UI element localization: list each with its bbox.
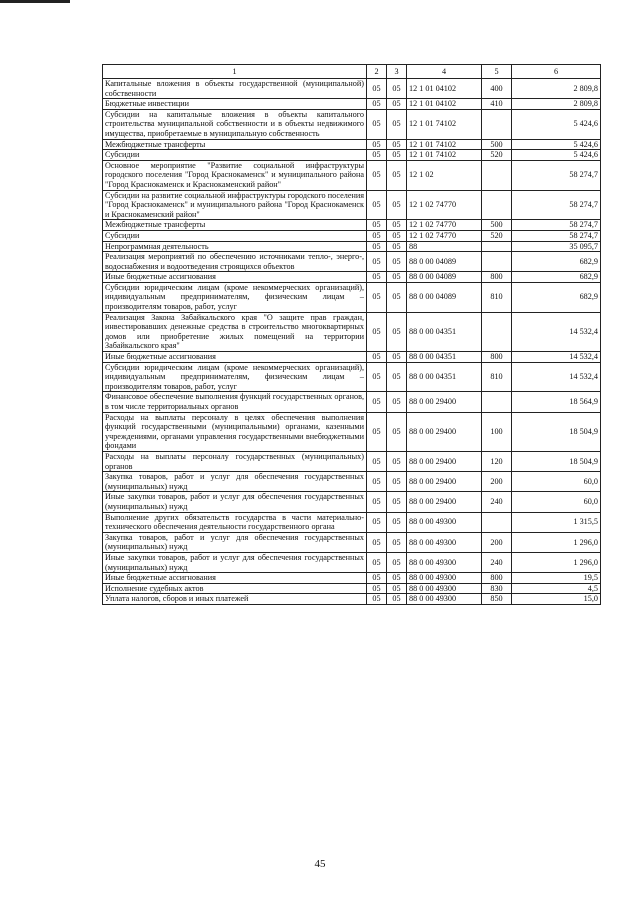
- amount: 5 424,6: [512, 150, 601, 161]
- amount: 4,5: [512, 583, 601, 594]
- section-code: 05: [367, 150, 387, 161]
- section-code: 05: [367, 573, 387, 584]
- amount: 14 532,4: [512, 352, 601, 363]
- table-row: [103, 532, 601, 552]
- target-article-code: 88 0 00 29400: [407, 451, 482, 471]
- subsection-code: 05: [387, 451, 407, 471]
- subsection-code: 05: [387, 532, 407, 552]
- header-cell: 4: [407, 65, 482, 79]
- subsection-code: 05: [387, 552, 407, 572]
- table-row: [103, 392, 601, 412]
- table-row: [103, 594, 601, 605]
- amount: 2 809,8: [512, 99, 601, 110]
- table-row: [103, 220, 601, 231]
- subsection-code: 05: [387, 99, 407, 110]
- subsection-code: 05: [387, 392, 407, 412]
- table-row: [103, 412, 601, 451]
- expense-type-code: [482, 190, 512, 220]
- item-name: Субсидии на капитальные вложения в объекты капитального строительства муниципальной собственности и в объекты недвижимого имущества, приобретаемые в муниципальную собственность: [103, 109, 367, 139]
- item-name: Капитальные вложения в объекты государственной (муниципальной) собственности: [103, 79, 367, 99]
- subsection-code: 05: [387, 79, 407, 99]
- section-code: 05: [367, 451, 387, 471]
- item-name: Непрограммная деятельность: [103, 241, 367, 252]
- expense-type-code: 240: [482, 552, 512, 572]
- expense-type-code: 800: [482, 352, 512, 363]
- subsection-code: 05: [387, 312, 407, 351]
- target-article-code: 12 1 01 04102: [407, 79, 482, 99]
- budget-table: [102, 64, 601, 605]
- target-article-code: 88 0 00 49300: [407, 512, 482, 532]
- table-row: [103, 492, 601, 512]
- section-code: 05: [367, 392, 387, 412]
- item-name: Реализация Закона Забайкальского края "О защите прав граждан, инвестировавших денежные средства в строительство многоквартирных домов или приобретение жилых помещений на территории Забайкальского края": [103, 312, 367, 351]
- expense-type-code: 520: [482, 150, 512, 161]
- target-article-code: 88 0 00 04351: [407, 352, 482, 363]
- item-name: Выполнение других обязательств государства в части материально-технического обеспечения деятельности государственного органа: [103, 512, 367, 532]
- section-code: 05: [367, 512, 387, 532]
- table-row: [103, 79, 601, 99]
- section-code: 05: [367, 79, 387, 99]
- expense-type-code: 810: [482, 362, 512, 392]
- item-name: Закупка товаров, работ и услуг для обеспечения государственных (муниципальных) нужд: [103, 472, 367, 492]
- subsection-code: 05: [387, 109, 407, 139]
- header-cell: 2: [367, 65, 387, 79]
- target-article-code: 12 1 01 04102: [407, 99, 482, 110]
- item-name: Уплата налогов, сборов и иных платежей: [103, 594, 367, 605]
- subsection-code: 05: [387, 583, 407, 594]
- amount: 18 564,9: [512, 392, 601, 412]
- amount: 19,5: [512, 573, 601, 584]
- subsection-code: 05: [387, 272, 407, 283]
- expense-type-code: 810: [482, 282, 512, 312]
- expense-type-code: [482, 252, 512, 272]
- item-name: Исполнение судебных актов: [103, 583, 367, 594]
- expense-type-code: 100: [482, 412, 512, 451]
- table-row: [103, 362, 601, 392]
- expense-type-code: [482, 109, 512, 139]
- table-row: [103, 451, 601, 471]
- subsection-code: 05: [387, 230, 407, 241]
- target-article-code: 88 0 00 49300: [407, 552, 482, 572]
- table-row: [103, 573, 601, 584]
- target-article-code: 12 1 02 74770: [407, 190, 482, 220]
- expense-type-code: 800: [482, 272, 512, 283]
- item-name: Иные закупки товаров, работ и услуг для обеспечения государственных (муниципальных) нужд: [103, 492, 367, 512]
- target-article-code: 88 0 00 29400: [407, 412, 482, 451]
- header-row: [103, 65, 601, 79]
- table-row: [103, 512, 601, 532]
- section-code: 05: [367, 230, 387, 241]
- item-name: Межбюджетные трансферты: [103, 220, 367, 231]
- section-code: 05: [367, 594, 387, 605]
- amount: 15,0: [512, 594, 601, 605]
- expense-type-code: 200: [482, 532, 512, 552]
- target-article-code: 12 1 02 74770: [407, 230, 482, 241]
- subsection-code: 05: [387, 252, 407, 272]
- expense-type-code: 400: [482, 79, 512, 99]
- expense-type-code: 410: [482, 99, 512, 110]
- amount: 682,9: [512, 282, 601, 312]
- amount: 2 809,8: [512, 79, 601, 99]
- section-code: 05: [367, 139, 387, 150]
- item-name: Субсидии: [103, 230, 367, 241]
- expense-type-code: [482, 392, 512, 412]
- section-code: 05: [367, 160, 387, 190]
- target-article-code: 88 0 00 29400: [407, 492, 482, 512]
- subsection-code: 05: [387, 512, 407, 532]
- amount: 58 274,7: [512, 160, 601, 190]
- table-row: [103, 109, 601, 139]
- table-row: [103, 99, 601, 110]
- expense-type-code: 200: [482, 472, 512, 492]
- header-cell: 6: [512, 65, 601, 79]
- target-article-code: 88 0 00 29400: [407, 472, 482, 492]
- section-code: 05: [367, 220, 387, 231]
- subsection-code: 05: [387, 362, 407, 392]
- target-article-code: 88 0 00 49300: [407, 583, 482, 594]
- subsection-code: 05: [387, 594, 407, 605]
- table-row: [103, 190, 601, 220]
- amount: 1 296,0: [512, 532, 601, 552]
- table-row: [103, 472, 601, 492]
- amount: 18 504,9: [512, 412, 601, 451]
- table-row: [103, 139, 601, 150]
- subsection-code: 05: [387, 472, 407, 492]
- section-code: 05: [367, 352, 387, 363]
- target-article-code: 88 0 00 29400: [407, 392, 482, 412]
- amount: 682,9: [512, 272, 601, 283]
- section-code: 05: [367, 99, 387, 110]
- target-article-code: 12 1 01 74102: [407, 139, 482, 150]
- section-code: 05: [367, 109, 387, 139]
- subsection-code: 05: [387, 139, 407, 150]
- target-article-code: 12 1 01 74102: [407, 150, 482, 161]
- expense-type-code: [482, 160, 512, 190]
- expense-type-code: 800: [482, 573, 512, 584]
- subsection-code: 05: [387, 190, 407, 220]
- item-name: Иные бюджетные ассигнования: [103, 352, 367, 363]
- subsection-code: 05: [387, 241, 407, 252]
- expense-type-code: 520: [482, 230, 512, 241]
- table-row: [103, 272, 601, 283]
- item-name: Финансовое обеспечение выполнения функций государственных органов, в том числе территориальных органов: [103, 392, 367, 412]
- expense-type-code: [482, 512, 512, 532]
- amount: 1 315,5: [512, 512, 601, 532]
- expense-type-code: 830: [482, 583, 512, 594]
- item-name: Субсидии на развитие социальной инфраструктуры городского поселения "Город Краснокаменск" и муниципального района "Город Краснокаменск и Краснокаменский район": [103, 190, 367, 220]
- section-code: 05: [367, 241, 387, 252]
- expense-type-code: 120: [482, 451, 512, 471]
- subsection-code: 05: [387, 160, 407, 190]
- amount: 18 504,9: [512, 451, 601, 471]
- section-code: 05: [367, 532, 387, 552]
- expense-type-code: 850: [482, 594, 512, 605]
- table-row: [103, 312, 601, 351]
- item-name: Реализация мероприятий по обеспечению источниками тепло-, энерго-, водоснабжения и водоотведения строящихся объектов: [103, 252, 367, 272]
- subsection-code: 05: [387, 412, 407, 451]
- subsection-code: 05: [387, 573, 407, 584]
- item-name: Субсидии юридическим лицам (кроме некоммерческих организаций), индивидуальным предпринимателям, физическим лицам – производителям товаров, работ, услуг: [103, 362, 367, 392]
- target-article-code: 88: [407, 241, 482, 252]
- item-name: Межбюджетные трансферты: [103, 139, 367, 150]
- amount: 58 274,7: [512, 230, 601, 241]
- section-code: 05: [367, 552, 387, 572]
- section-code: 05: [367, 362, 387, 392]
- target-article-code: 12 1 01 74102: [407, 109, 482, 139]
- target-article-code: 88 0 00 49300: [407, 573, 482, 584]
- table-row: [103, 552, 601, 572]
- table-row: [103, 252, 601, 272]
- amount: 58 274,7: [512, 220, 601, 231]
- amount: 5 424,6: [512, 109, 601, 139]
- expense-type-code: 500: [482, 139, 512, 150]
- amount: 14 532,4: [512, 362, 601, 392]
- target-article-code: 88 0 00 49300: [407, 532, 482, 552]
- amount: 5 424,6: [512, 139, 601, 150]
- header-cell: 1: [103, 65, 367, 79]
- target-article-code: 88 0 00 04089: [407, 272, 482, 283]
- section-code: 05: [367, 412, 387, 451]
- table-row: [103, 150, 601, 161]
- page-number: 45: [314, 858, 326, 870]
- section-code: 05: [367, 472, 387, 492]
- amount: 60,0: [512, 472, 601, 492]
- expense-type-code: 500: [482, 220, 512, 231]
- amount: 1 296,0: [512, 552, 601, 572]
- item-name: Субсидии: [103, 150, 367, 161]
- table-row: [103, 583, 601, 594]
- item-name: Основное мероприятие "Развитие социальной инфраструктуры городского поселения "Город Краснокаменск" и муниципального района "Город Краснокаменск и Краснокаменский район": [103, 160, 367, 190]
- subsection-code: 05: [387, 282, 407, 312]
- amount: 60,0: [512, 492, 601, 512]
- section-code: 05: [367, 492, 387, 512]
- expense-type-code: [482, 312, 512, 351]
- target-article-code: 88 0 00 49300: [407, 594, 482, 605]
- expense-type-code: 240: [482, 492, 512, 512]
- header-cell: 3: [387, 65, 407, 79]
- target-article-code: 88 0 00 04089: [407, 282, 482, 312]
- table-row: [103, 352, 601, 363]
- expense-type-code: [482, 241, 512, 252]
- section-code: 05: [367, 282, 387, 312]
- section-code: 05: [367, 252, 387, 272]
- section-code: 05: [367, 190, 387, 220]
- amount: 58 274,7: [512, 190, 601, 220]
- target-article-code: 88 0 00 04089: [407, 252, 482, 272]
- target-article-code: 12 1 02: [407, 160, 482, 190]
- amount: 35 095,7: [512, 241, 601, 252]
- item-name: Закупка товаров, работ и услуг для обеспечения государственных (муниципальных) нужд: [103, 532, 367, 552]
- table-row: [103, 282, 601, 312]
- item-name: Расходы на выплаты персоналу государственных (муниципальных) органов: [103, 451, 367, 471]
- item-name: Субсидии юридическим лицам (кроме некоммерческих организаций), индивидуальным предпринимателям, физическим лицам – производителям товаров, работ, услуг: [103, 282, 367, 312]
- table-row: [103, 230, 601, 241]
- subsection-code: 05: [387, 150, 407, 161]
- table-row: [103, 160, 601, 190]
- header-cell: 5: [482, 65, 512, 79]
- subsection-code: 05: [387, 220, 407, 231]
- subsection-code: 05: [387, 492, 407, 512]
- section-code: 05: [367, 583, 387, 594]
- target-article-code: 12 1 02 74770: [407, 220, 482, 231]
- item-name: Бюджетные инвестиции: [103, 99, 367, 110]
- table-row: [103, 241, 601, 252]
- amount: 14 532,4: [512, 312, 601, 351]
- target-article-code: 88 0 00 04351: [407, 362, 482, 392]
- item-name: Иные закупки товаров, работ и услуг для обеспечения государственных (муниципальных) нужд: [103, 552, 367, 572]
- amount: 682,9: [512, 252, 601, 272]
- item-name: Расходы на выплаты персоналу в целях обеспечения выполнения функций государственными (муниципальными) органами, казенными учреждениями, органами управления государственными внебюджетными фондами: [103, 412, 367, 451]
- subsection-code: 05: [387, 352, 407, 363]
- section-code: 05: [367, 312, 387, 351]
- item-name: Иные бюджетные ассигнования: [103, 272, 367, 283]
- section-code: 05: [367, 272, 387, 283]
- scan-edge-mark: [0, 0, 70, 3]
- target-article-code: 88 0 00 04351: [407, 312, 482, 351]
- item-name: Иные бюджетные ассигнования: [103, 573, 367, 584]
